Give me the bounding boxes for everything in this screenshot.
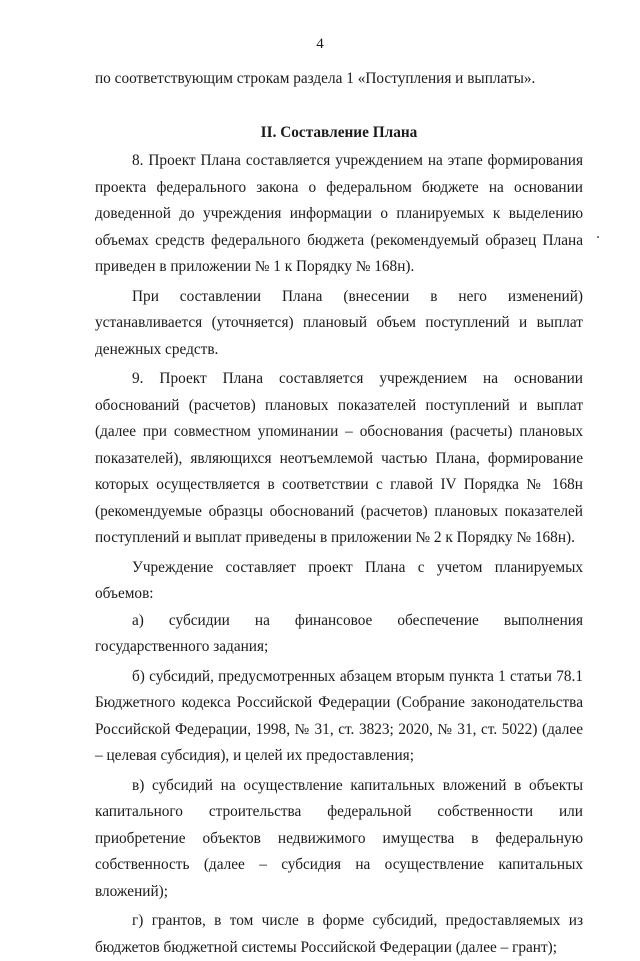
list-item-b: б) субсидий, предусмотренных абзацем вторым пункта 1 статьи 78.1 Бюджетного кодекса Российской Федерации (Собрание законодательства Российской Федерации, 1998, № 31, ст. 3823; 2020, № 31, ст. 5022) (далее – целевая субсидия), и целей их предоставления;	[95, 667, 583, 764]
list-item-g: г) грантов, в том числе в форме субсидий, предоставляемых из бюджетов бюджетной системы Российской Федерации (далее – грант);	[95, 912, 583, 956]
section-heading: II. Составление Плана	[260, 123, 418, 141]
scan-speck	[597, 236, 599, 238]
paragraph-clause-8: 8. Проект Плана составляется учреждением на этапе формирования проекта федерального закона о федеральном бюджете на основании доведенной до учреждения информации о планируемых к выделению объемах средств федерального бюджета (рекомендуемый образец Плана приведен в приложении № 1 к Порядку № 168н).	[95, 152, 583, 275]
list-item-a: а) субсидии на финансовое обеспечение выполнения государственного задания;	[95, 611, 583, 655]
document-body	[95, 66, 583, 961]
list-item-v: в) субсидий на осуществление капитальных вложений в объекты капитального строительства федеральной собственности или приобретение объектов недвижимого имущества в федеральную собственность (далее – субсидия на осуществление капитальных вложений);	[95, 776, 583, 900]
paragraph-continuation: по соответствующим строкам раздела 1 «Поступления и выплаты».	[95, 70, 536, 87]
paragraph-clause-9: 9. Проект Плана составляется учреждением на основании обоснований (расчетов) плановых показателей поступлений и выплат (далее при совместном упоминании – обоснования (расчеты) плановых показателей), являющихся неотъемлемой частью Плана, формирование которых осуществляется в соответствии с главой IV Порядка № 168н (рекомендуемые образцы обоснований (расчетов) плановых показателей поступлений и выплат приведены в приложении № 2 к Порядку № 168н).	[95, 370, 583, 546]
paragraph-planned-volumes: Учреждение составляет проект Плана с учетом планируемых объемов:	[95, 558, 583, 602]
page-number: 4	[316, 36, 324, 52]
paragraph-plan-changes: При составлении Плана (внесении в него изменений) устанавливается (уточняется) плановый объем поступлений и выплат денежных средств.	[95, 287, 583, 358]
